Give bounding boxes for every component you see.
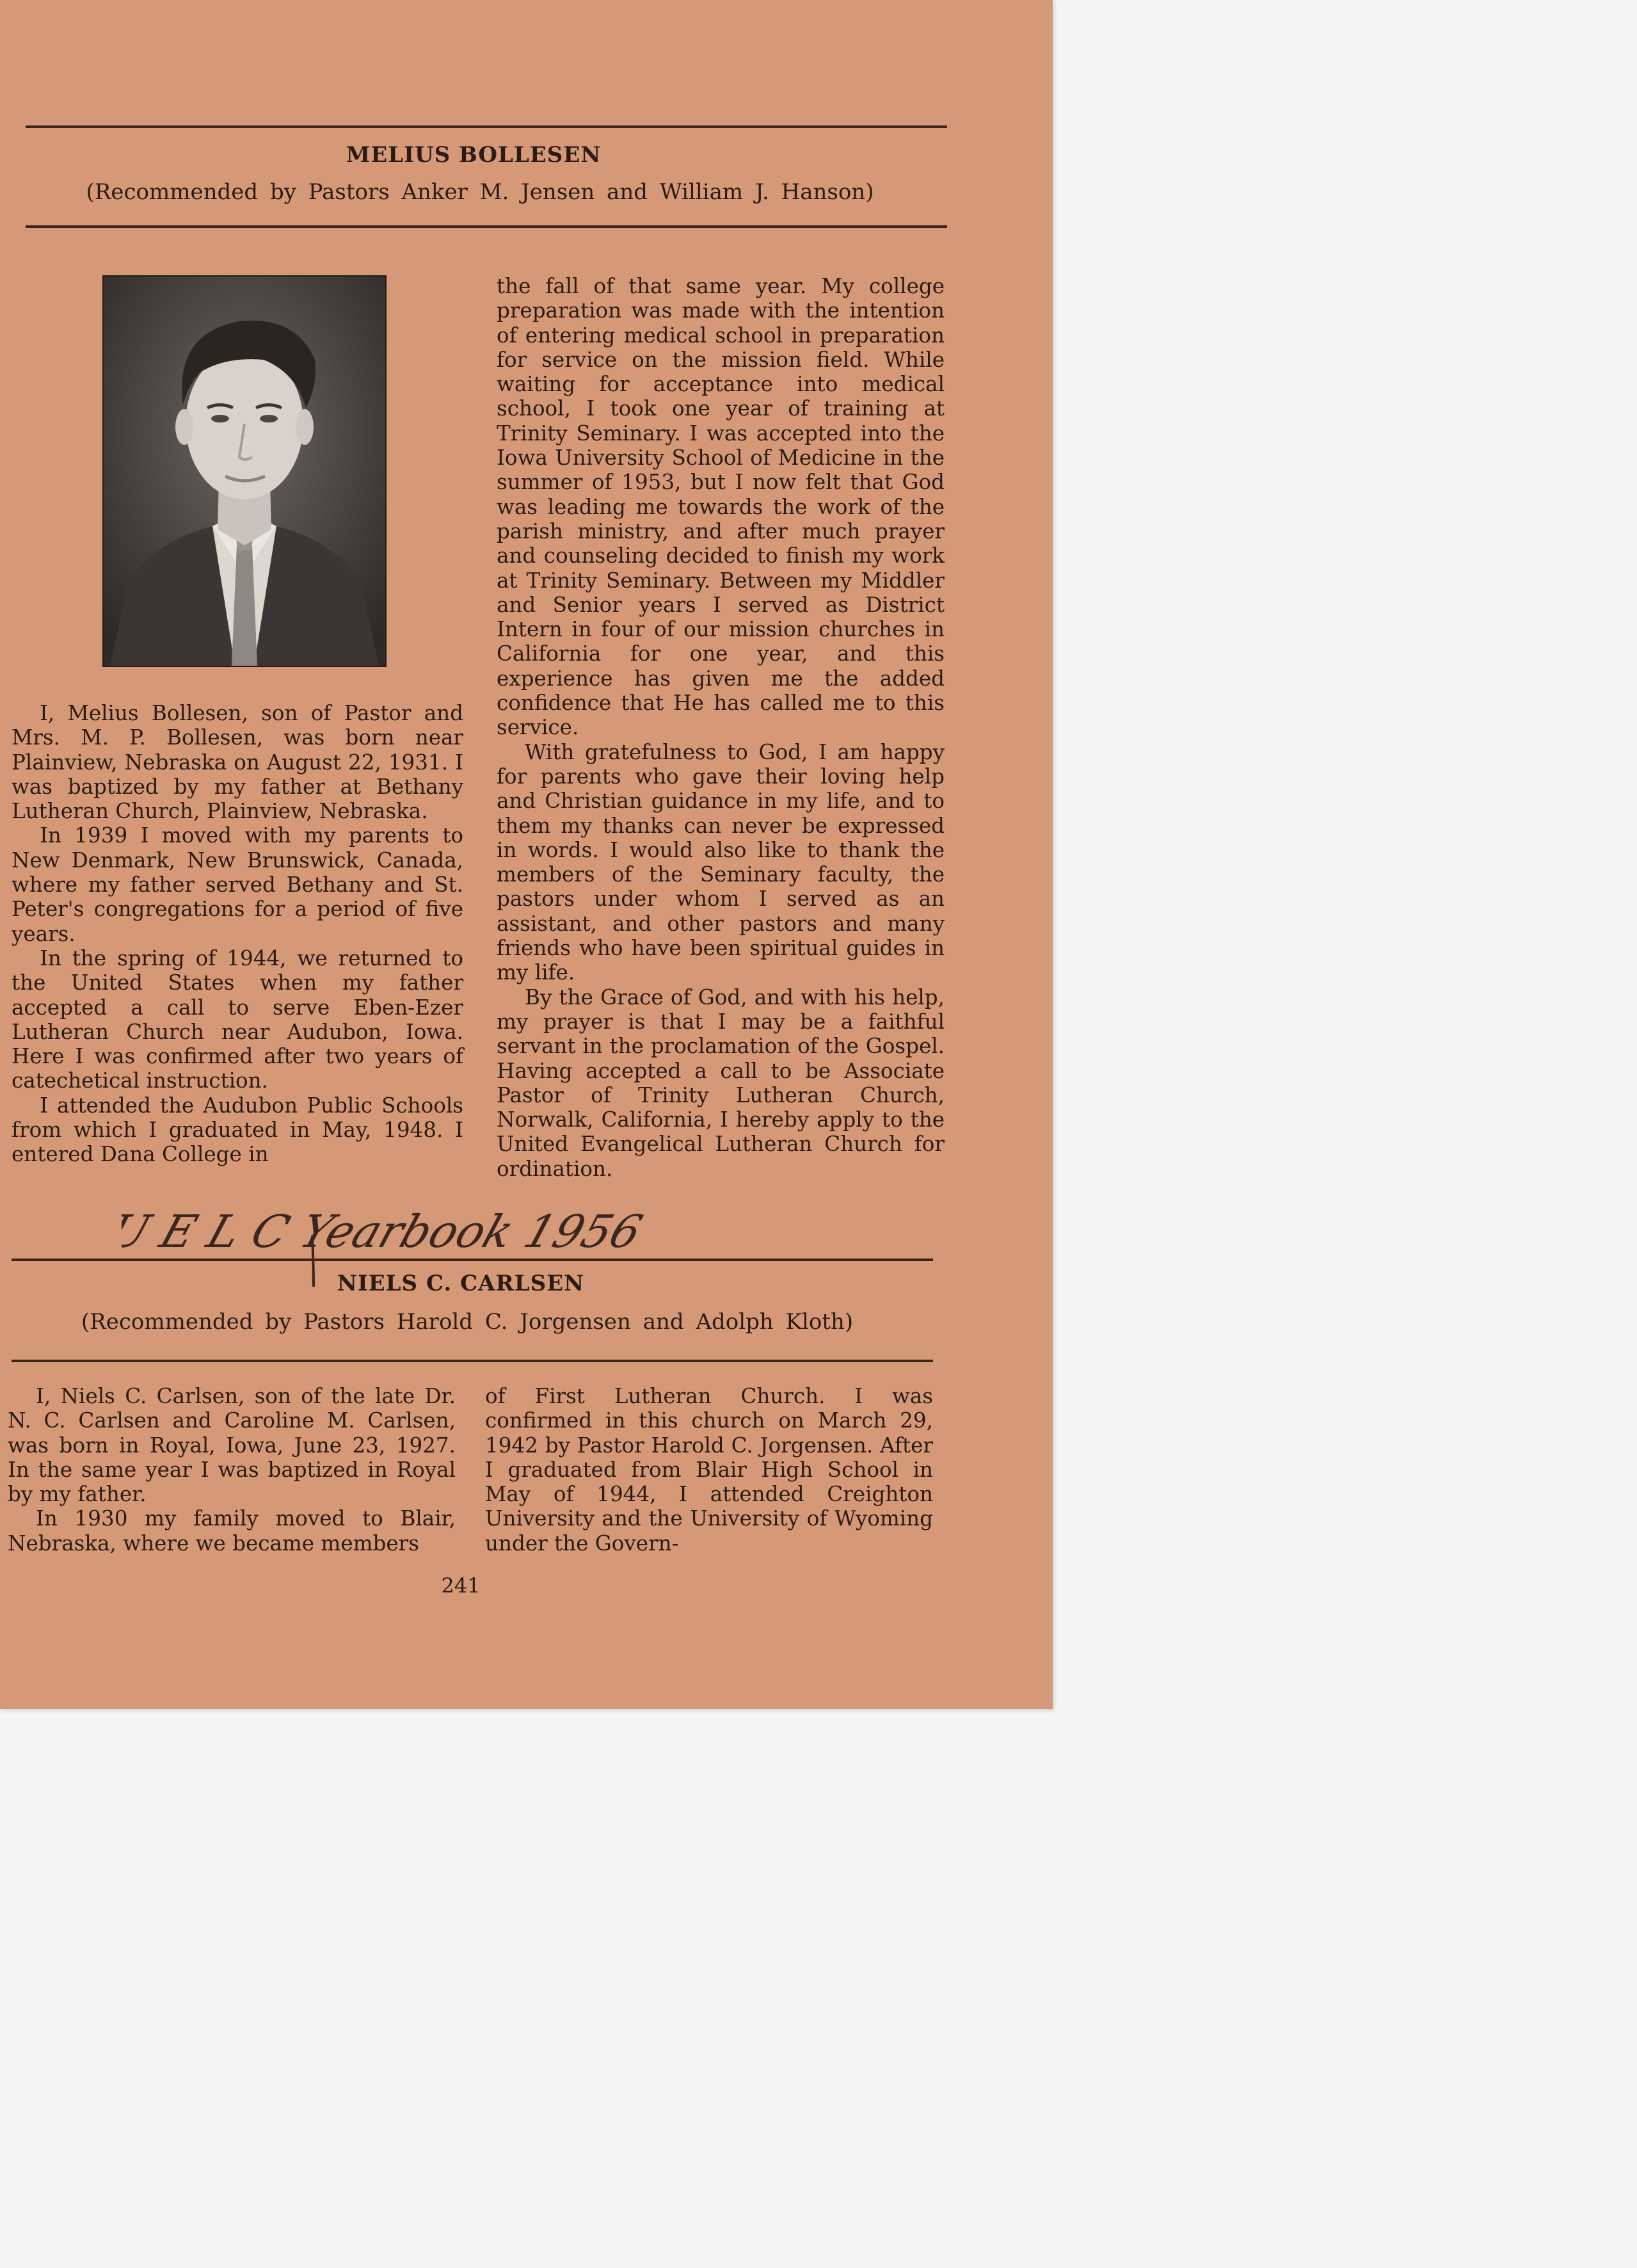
entry-2-right-column — [485, 1384, 933, 1556]
portrait-photo — [102, 275, 387, 667]
entry-1-recommendation: (Recommended by Pastors Anker M. Jensen and William J. Hanson) — [86, 179, 874, 205]
top-rule — [26, 125, 947, 128]
entry-2-recommendation: (Recommended by Pastors Harold C. Jorgensen and Adolph Kloth) — [81, 1309, 854, 1335]
paragraph: In 1930 my family moved to Blair, Nebraska, where we became members — [8, 1506, 456, 1556]
paragraph: of First Lutheran Church. I was confirmed in this church on March 29, 1942 by Pastor Harold C. Jorgensen. After I graduated from Blair High School in May of 1944, I attended Creighton University and the University of Wyoming under the Govern- — [485, 1384, 933, 1556]
entry-2-name: NIELS C. CARLSEN — [337, 1271, 585, 1296]
entry-1-name: MELIUS BOLLESEN — [346, 142, 602, 168]
document-page — [0, 0, 1053, 1709]
header-bottom-rule — [26, 225, 947, 228]
paragraph: By the Grace of God, and with his help, my prayer is that I may be a faithful servant in the proclamation of the Gospel. Having accepted a call to be Associate Pastor of Trinity Lutheran Church, Norwalk, California, I hereby apply to the United Evangelical Lutheran Church for ordination. — [497, 985, 945, 1181]
paragraph: I, Niels C. Carlsen, son of the late Dr. N. C. Carlsen and Caroline M. Carlsen, was born in Royal, Iowa, June 23, 1927. In the same year I was baptized in Royal by my father. — [8, 1384, 456, 1507]
paragraph: the fall of that same year. My college preparation was made with the intention of entering medical school in preparation for service on the mission field. While waiting for acceptance into medical school, I took one year of training at Trinity Seminary. I was accepted into the Iowa University School of Medicine in the summer of 1953, but I now felt that God was leading me towards the work of the parish ministry, and after much prayer and counseling decided to finish my work at Trinity Seminary. Between my Middler and Senior years I served as District Intern in four of our mission churches in California for one year, and this experience has given me the added confidence that He has called me to this service. — [497, 274, 945, 740]
paragraph: I, Melius Bollesen, son of Pastor and Mrs. M. P. Bollesen, was born near Plainview, Nebraska on August 22, 1931. I was baptized by my father at Bethany Lutheran Church, Plainview, Nebraska. — [12, 701, 463, 824]
paragraph: With gratefulness to God, I am happy for parents who gave their loving help and Christian guidance in my life, and to them my thanks can never be expressed in words. I would also like to thank the members of the Seminary faculty, the pastors under whom I served as an assistant, and other pastors and many friends who have been spiritual guides in my life. — [497, 739, 945, 985]
page-number: 241 — [441, 1573, 481, 1598]
paragraph: In the spring of 1944, we returned to the United States when my father accepted a call to serve Eben-Ezer Lutheran Church near Audubon, Iowa. Here I was confirmed after two years of catechetical instruction. — [12, 945, 463, 1093]
entry-2-left-column — [8, 1384, 456, 1556]
paragraph: I attended the Audubon Public Schools from which I graduated in May, 1948. I entered Dana College in — [12, 1093, 463, 1167]
portrait-illustration — [104, 277, 385, 666]
handwritten-note-text: U E L C Yearbook 1956 — [122, 1205, 649, 1258]
entry-2-top-rule — [12, 1259, 933, 1261]
entry-2-header-bottom-rule — [12, 1360, 933, 1362]
entry-1-left-column — [12, 701, 463, 1167]
paragraph: In 1939 I moved with my parents to New Denmark, New Brunswick, Canada, where my father served Bethany and St. Peter's congregations for a period of five years. — [12, 823, 463, 946]
entry-1-right-column — [497, 274, 945, 1181]
